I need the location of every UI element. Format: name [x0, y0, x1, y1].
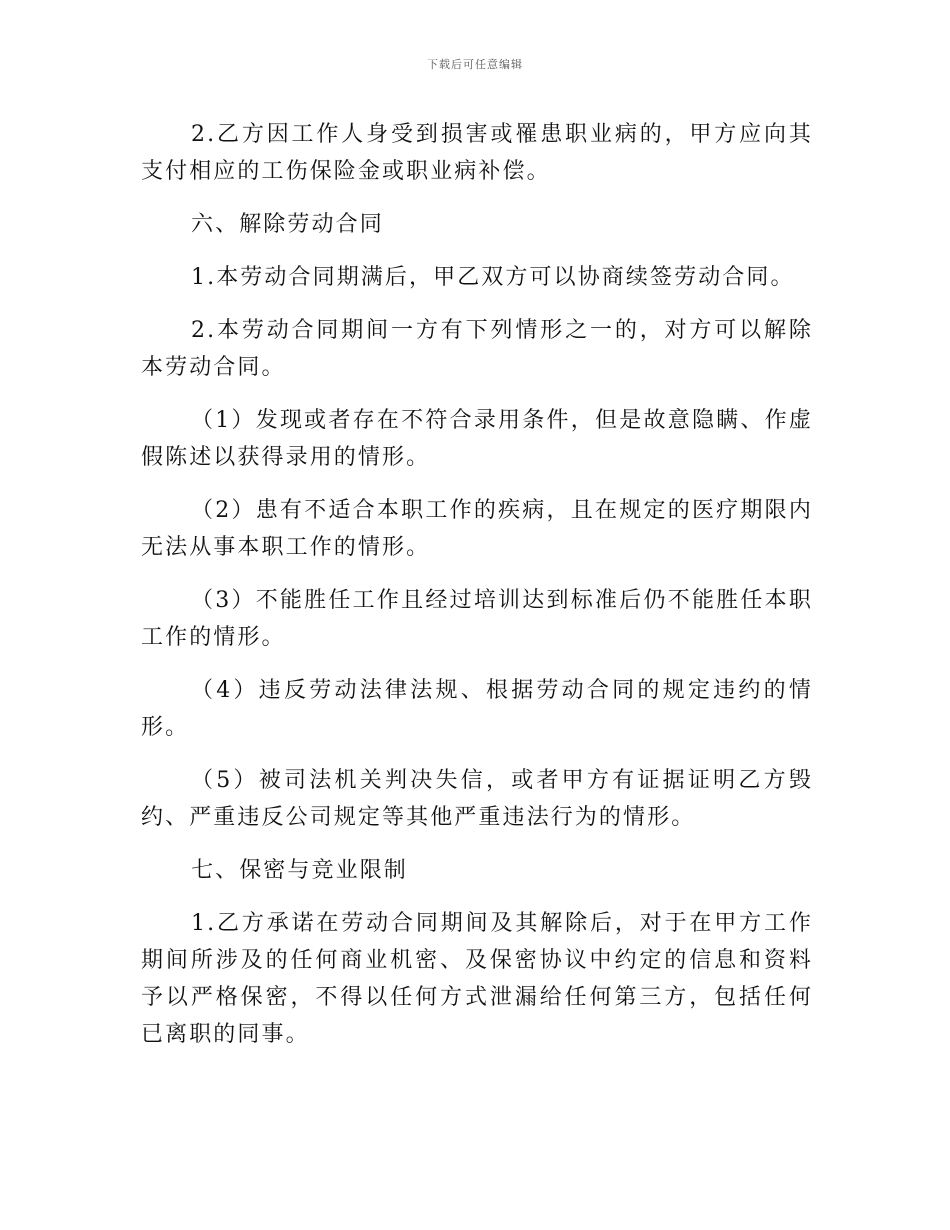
- list-item-condition-1: （1）发现或者存在不符合录用条件，但是故意隐瞒、作虚假陈述以获得录用的情形。: [141, 408, 813, 470]
- page-header: 下载后可任意编辑: [427, 58, 523, 71]
- list-item-condition-3: （3）不能胜任工作且经过培训达到标准后仍不能胜任本职工作的情形。: [141, 588, 813, 650]
- section-heading-confidentiality: 七、保密与竞业限制: [191, 858, 408, 883]
- paragraph-confidentiality-commitment: 1.乙方承诺在劳动合同期间及其解除后，对于在甲方工作期间所涉及的任何商业机密、及保密协议中约定的信息和资料予以严格保密，不得以任何方式泄漏给任何第三方，包括任何已离职的同事。: [141, 911, 813, 1047]
- list-item-condition-5: （5）被司法机关判决失信，或者甲方有证据证明乙方毁约、严重违反公司规定等其他严重违法行为的情形。: [141, 768, 813, 830]
- list-item-condition-2: （2）患有不适合本职工作的疾病，且在规定的医疗期限内无法从事本职工作的情形。: [141, 498, 813, 560]
- list-item-condition-4: （4）违反劳动法律法规、根据劳动合同的规定违约的情形。: [141, 678, 813, 740]
- paragraph-work-injury-compensation: 2.乙方因工作人身受到损害或罹患职业病的，甲方应向其支付相应的工伤保险金或职业病补偿。: [141, 122, 813, 184]
- section-heading-termination: 六、解除劳动合同: [191, 212, 384, 237]
- document-body: [141, 116, 813, 1069]
- paragraph-termination-conditions: 2.本劳动合同期间一方有下列情形之一的，对方可以解除本劳动合同。: [141, 318, 813, 380]
- paragraph-contract-renewal: 1.本劳动合同期满后，甲乙双方可以协商续签劳动合同。: [191, 265, 795, 290]
